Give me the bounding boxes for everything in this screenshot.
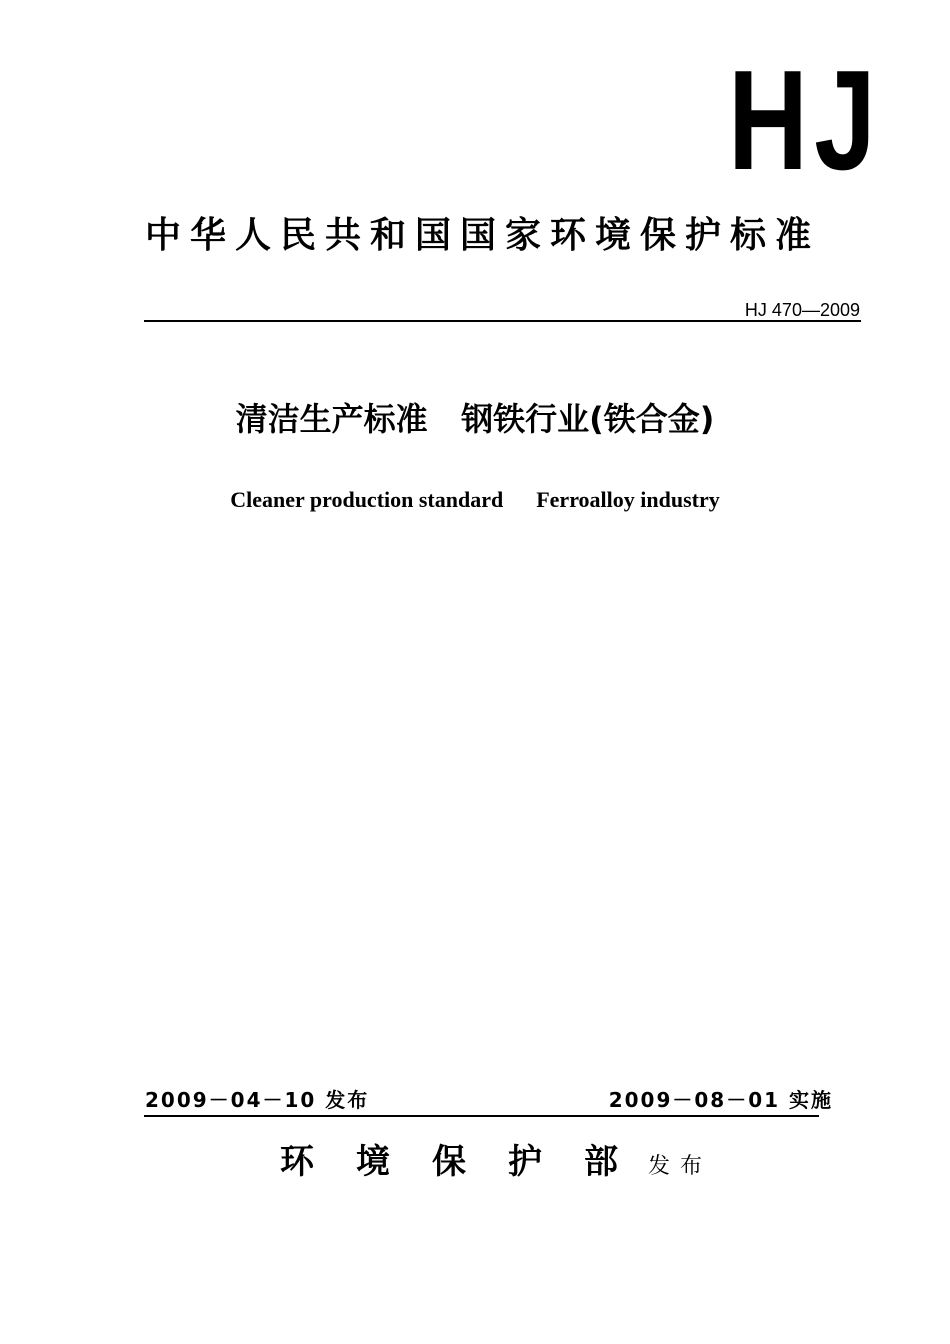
standard-number: HJ 470—2009 xyxy=(744,300,860,320)
standard-category-title: 中华人民共和国国家环境保护标准 xyxy=(145,215,821,256)
issue-date: 2009－04－10 发布 xyxy=(145,1088,370,1112)
hj-logo: HJ xyxy=(728,41,883,200)
publisher-name: 环境保护部 xyxy=(280,1142,660,1182)
document-title-english: Cleaner production standard Ferroalloy industry xyxy=(230,487,720,512)
implementation-date: 2009－08－01 实施 xyxy=(608,1088,833,1112)
header-divider xyxy=(144,320,861,322)
publisher-line xyxy=(280,1140,712,1189)
publisher-action: 发布 xyxy=(648,1154,713,1179)
document-title-chinese: 清洁生产标准 钢铁行业(铁合金) xyxy=(235,400,715,438)
footer-divider xyxy=(144,1115,819,1117)
